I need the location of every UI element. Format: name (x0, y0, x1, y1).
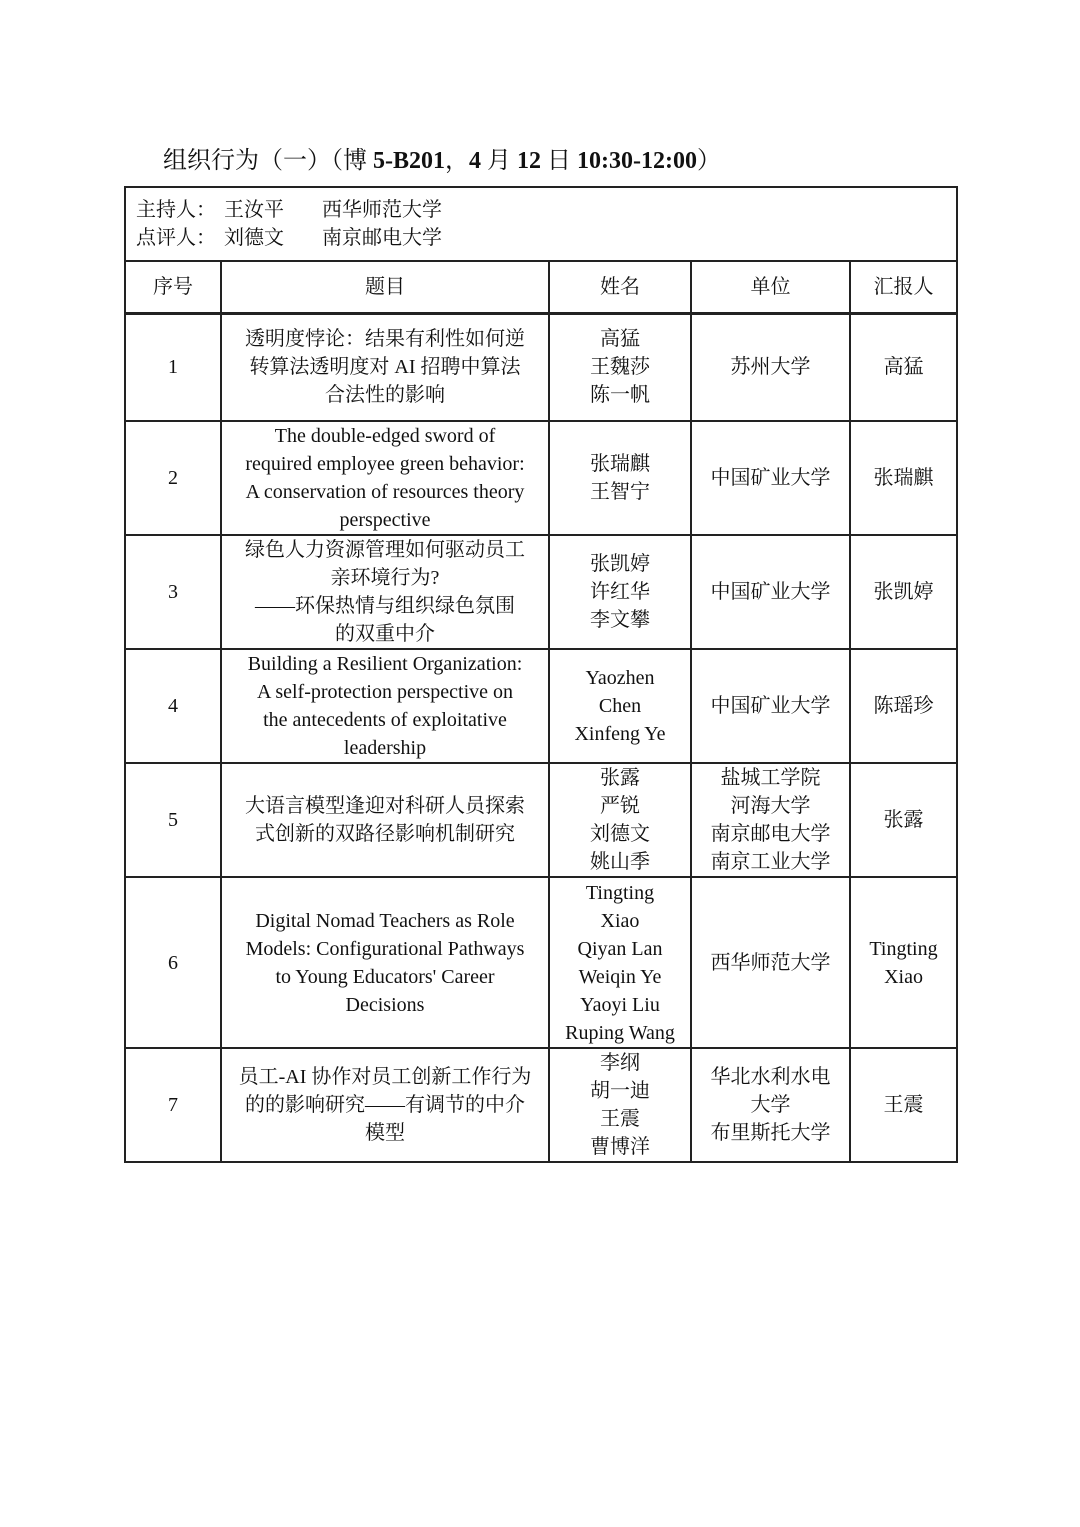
row-names-line: Chen (598, 695, 642, 717)
row-number: 3 (125, 535, 221, 649)
row-names-line: 严锐 (600, 795, 640, 817)
row-topic (221, 1048, 549, 1162)
row-reporter-line: 陈瑶珍 (873, 695, 934, 717)
header-unit: 单位 (691, 261, 850, 313)
row-topic-line: the antecedents of exploitative (263, 709, 507, 731)
row-topic-line: perspective (339, 509, 431, 531)
row-units (691, 421, 850, 535)
row-units (691, 1048, 850, 1162)
row-units-line: 盐城工学院 (720, 767, 821, 789)
row-reporter (850, 877, 957, 1048)
row-reporter (850, 1048, 957, 1162)
row-names-line: Yaozhen (585, 667, 655, 689)
row-units (691, 313, 850, 421)
row-names-line: 张露 (600, 767, 640, 789)
row-units-line: 华北水利水电 (710, 1066, 831, 1088)
row-names (549, 421, 691, 535)
row-units-line: 河海大学 (730, 795, 811, 817)
reviewer-line (136, 224, 946, 252)
row-number: 1 (125, 313, 221, 421)
row-topic-line: 大语言模型逢迎对科研人员探索 (245, 795, 525, 817)
row-names (549, 649, 691, 763)
title-month-unit: 月 (481, 148, 517, 174)
row-topic-line: The double-edged sword of (274, 425, 496, 447)
row-units (691, 535, 850, 649)
row-topic-line: 员工-AI 协作对员工创新工作行为 (238, 1066, 532, 1088)
row-topic-line: 绿色人力资源管理如何驱动员工 (245, 539, 525, 561)
row-topic-line: required employee green behavior: (245, 453, 525, 475)
table-row (125, 1048, 957, 1162)
row-topic-line: Building a Resilient Organization: (247, 653, 523, 675)
row-names-line: 王魏莎 (590, 356, 650, 379)
row-topic-line: 的双重中介 (335, 623, 435, 645)
reviewer-org: 南京邮电大学 (322, 227, 442, 249)
row-names-line: 王震 (600, 1108, 640, 1130)
row-reporter (850, 763, 957, 877)
row-names (549, 877, 691, 1048)
title-prefix: 组织行为（一）（博 (163, 148, 373, 174)
info-row (125, 187, 957, 261)
row-topic (221, 313, 549, 421)
row-topic (221, 421, 549, 535)
row-units (691, 763, 850, 877)
row-reporter (850, 535, 957, 649)
row-reporter-line: 王震 (883, 1094, 924, 1116)
row-topic-line: Models: Configurational Pathways (245, 937, 525, 960)
row-units-line: 布里斯托大学 (710, 1122, 831, 1144)
schedule-table (124, 186, 958, 1163)
row-topic (221, 649, 549, 763)
row-reporter (850, 421, 957, 535)
title-month: 4 (469, 148, 481, 174)
row-number: 2 (125, 421, 221, 535)
table-row (125, 649, 957, 763)
title-separator: ， (445, 148, 469, 174)
row-reporter-line: Tingting (869, 937, 938, 960)
row-names-line: 陈一帆 (590, 384, 650, 407)
row-topic-line: to Young Educators' Career (275, 965, 495, 988)
row-names (549, 1048, 691, 1162)
row-units-line: 西华师范大学 (710, 951, 831, 974)
row-names-line: 李纲 (600, 1052, 640, 1074)
row-names-line: 许红华 (590, 581, 650, 603)
header-reporter: 汇报人 (850, 261, 957, 313)
row-names-line: Yaoyi Liu (580, 993, 660, 1016)
row-topic-line: ——环保热情与组织绿色氛围 (255, 595, 515, 617)
row-topic-line: Decisions (345, 993, 425, 1016)
header-row (125, 261, 957, 313)
row-reporter-line: 张凯婷 (873, 581, 934, 603)
row-topic-line: leadership (343, 737, 427, 759)
row-names-line: 曹博洋 (590, 1136, 650, 1158)
host-label: 主持人： (136, 199, 216, 221)
row-names-line: Xiao (600, 909, 640, 932)
host-name: 王汝平 (224, 199, 284, 221)
row-names-line: 高猛 (600, 328, 640, 351)
row-units (691, 877, 850, 1048)
row-names-line: Qiyan Lan (577, 937, 663, 960)
row-units-line: 中国矿业大学 (710, 581, 831, 603)
row-units (691, 649, 850, 763)
row-units-line: 大学 (750, 1094, 791, 1116)
header-no: 序号 (125, 261, 221, 313)
row-names-line: 张凯婷 (590, 553, 650, 575)
title-room: 5-B201 (373, 148, 445, 174)
row-names-line: 刘德文 (590, 823, 650, 845)
title-day: 12 (517, 148, 541, 174)
row-names-line: 张瑞麒 (590, 453, 650, 475)
table-row (125, 763, 957, 877)
row-names-line: Weiqin Ye (578, 965, 662, 988)
host-line (136, 196, 946, 224)
table-row (125, 535, 957, 649)
row-names-line: Tingting (585, 881, 655, 904)
row-units-line: 中国矿业大学 (710, 695, 831, 717)
row-names-line: 姚山季 (590, 851, 650, 873)
row-names (549, 313, 691, 421)
reviewer-label: 点评人： (136, 227, 216, 249)
row-names (549, 535, 691, 649)
row-topic (221, 535, 549, 649)
header-names: 姓名 (549, 261, 691, 313)
row-names-line: Xinfeng Ye (574, 723, 666, 745)
row-topic-line: 模型 (365, 1122, 405, 1144)
row-names-line: 胡一迪 (590, 1080, 650, 1102)
row-names-line: 李文攀 (590, 609, 650, 631)
row-names-line: Ruping Wang (565, 1021, 675, 1044)
reviewer-name: 刘德文 (224, 227, 284, 249)
row-topic-line: A self-protection perspective on (256, 681, 514, 703)
row-units-line: 苏州大学 (730, 356, 811, 379)
row-topic-line: 式创新的双路径影响机制研究 (255, 823, 515, 845)
row-units-line: 南京邮电大学 (710, 823, 831, 845)
page-title (163, 140, 721, 175)
row-units-line: 南京工业大学 (710, 851, 831, 873)
row-topic-line: 转算法透明度对 AI 招聘中算法 (249, 356, 521, 379)
row-names-line: 王智宁 (590, 481, 650, 503)
row-reporter-line: 张瑞麒 (873, 467, 934, 489)
row-number: 6 (125, 877, 221, 1048)
title-time: 10:30-12:00 (577, 148, 697, 174)
row-topic-line: 透明度悖论：结果有利性如何逆 (245, 328, 525, 351)
row-topic-line: Digital Nomad Teachers as Role (255, 909, 515, 932)
table-row (125, 421, 957, 535)
row-reporter (850, 649, 957, 763)
row-reporter-line: 高猛 (883, 356, 924, 379)
header-topic: 题目 (221, 261, 549, 313)
row-topic (221, 877, 549, 1048)
host-org: 西华师范大学 (322, 199, 442, 221)
row-reporter (850, 313, 957, 421)
title-day-unit: 日 (541, 148, 577, 174)
row-names (549, 763, 691, 877)
row-topic-line: 亲环境行为? (330, 567, 440, 589)
row-units-line: 中国矿业大学 (710, 467, 831, 489)
info-cell (125, 187, 957, 261)
row-topic-line: A conservation of resources theory (245, 481, 525, 503)
row-number: 5 (125, 763, 221, 877)
table-row (125, 877, 957, 1048)
row-topic-line: 的的影响研究——有调节的中介 (245, 1094, 525, 1116)
row-reporter-line: Xiao (884, 965, 923, 988)
table-row (125, 313, 957, 421)
row-number: 4 (125, 649, 221, 763)
row-topic (221, 763, 549, 877)
title-suffix: ） (696, 148, 721, 174)
row-number: 7 (125, 1048, 221, 1162)
row-reporter-line: 张露 (883, 809, 924, 831)
row-topic-line: 合法性的影响 (325, 384, 445, 407)
